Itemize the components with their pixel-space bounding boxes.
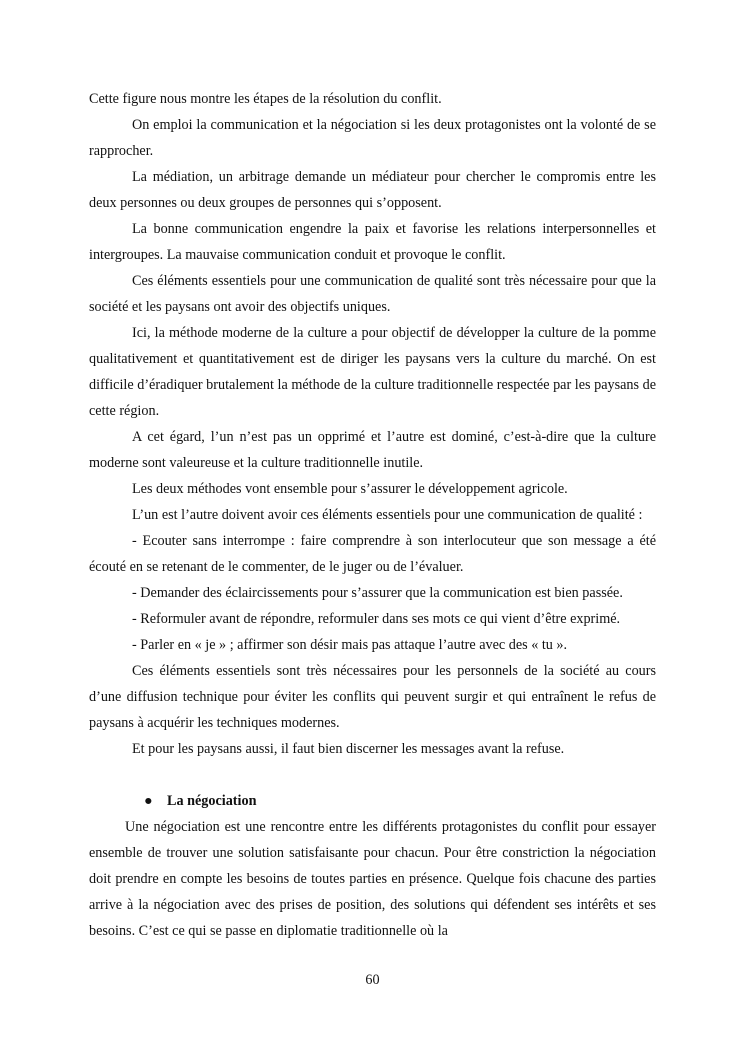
bullet-icon: ● (144, 793, 153, 809)
list-item-listen: - Ecouter sans interrompe : faire comprendre à son interlocuteur que son message a été écouté en se retenant de le commenter, de le juger ou de l’évaluer. (89, 533, 656, 575)
paragraph-two-methods: Les deux méthodes vont ensemble pour s’assurer le développement agricole. (132, 481, 568, 497)
paragraph-mediation: La médiation, un arbitrage demande un médiateur pour chercher le compromis entre les deux personnes ou deux groupes de personnes qui s’opposent. (89, 169, 656, 211)
list-item-speak: - Parler en « je » ; affirmer son désir mais pas attaque l’autre avec des « tu ». (132, 637, 568, 653)
document-body (89, 86, 656, 944)
page-number: 60 (365, 972, 380, 988)
paragraph-modern-method: Ici, la méthode moderne de la culture a pour objectif de développer la culture de la pomme qualitativement et quantitativement est de diriger les paysans vers la culture du marché. On est difficile d’éradiquer brutalement la méthode de la culture traditionnelle respectée par les paysans de cette région. (89, 325, 656, 419)
paragraph-elements-intro: L’un est l’autre doivent avoir ces éléments essentiels pour une communication de qualité : (132, 507, 643, 523)
paragraph-negotiation: Une négociation est une rencontre entre les différents protagonistes du conflit pour essayer ensemble de trouver une solution satisfaisante pour chacun. Pour être constriction la négociation doit prendre en compte les besoins de toutes parties en présence. Quelque fois chacune des parties arrive à la négociation avec des prises de position, des solutions qui défendent ses intérêts et ses besoins. C’est ce qui se passe en diplomatie traditionnelle où la (89, 819, 656, 939)
paragraph-regard: A cet égard, l’un n’est pas un opprimé et l’autre est dominé, c’est-à-dire que la culture moderne sont valeureuse et la culture traditionnelle inutile. (89, 429, 656, 471)
paragraph-good-communication: La bonne communication engendre la paix et favorise les relations interpersonnelles et intergroupes. La mauvaise communication conduit et provoque le conflit. (89, 221, 656, 263)
paragraph-necessary: Ces éléments essentiels sont très nécessaires pour les personnels de la société au cours d’une diffusion technique pour éviter les conflits qui peuvent surgir et qui entraînent le refus de paysans à acquérir les techniques modernes. (89, 663, 656, 731)
section-spacer (89, 762, 656, 788)
paragraph-communication: On emploi la communication et la négociation si les deux protagonistes ont la volonté de se rapprocher. (89, 117, 656, 159)
paragraph-farmers: Et pour les paysans aussi, il faut bien discerner les messages avant la refuse. (132, 741, 565, 757)
list-item-reformulate: - Reformuler avant de répondre, reformuler dans ses mots ce qui vient d’être exprimé. (132, 611, 621, 627)
section-heading (89, 788, 656, 814)
paragraph-intro: Cette figure nous montre les étapes de la résolution du conflit. (89, 91, 442, 107)
paragraph-essential-elements: Ces éléments essentiels pour une communication de qualité sont très nécessaire pour que la société et les paysans ont avoir des objectifs uniques. (89, 273, 656, 315)
section-heading-title: La négociation (167, 793, 257, 809)
list-item-clarify: - Demander des éclaircissements pour s’assurer que la communication est bien passée. (132, 585, 623, 601)
